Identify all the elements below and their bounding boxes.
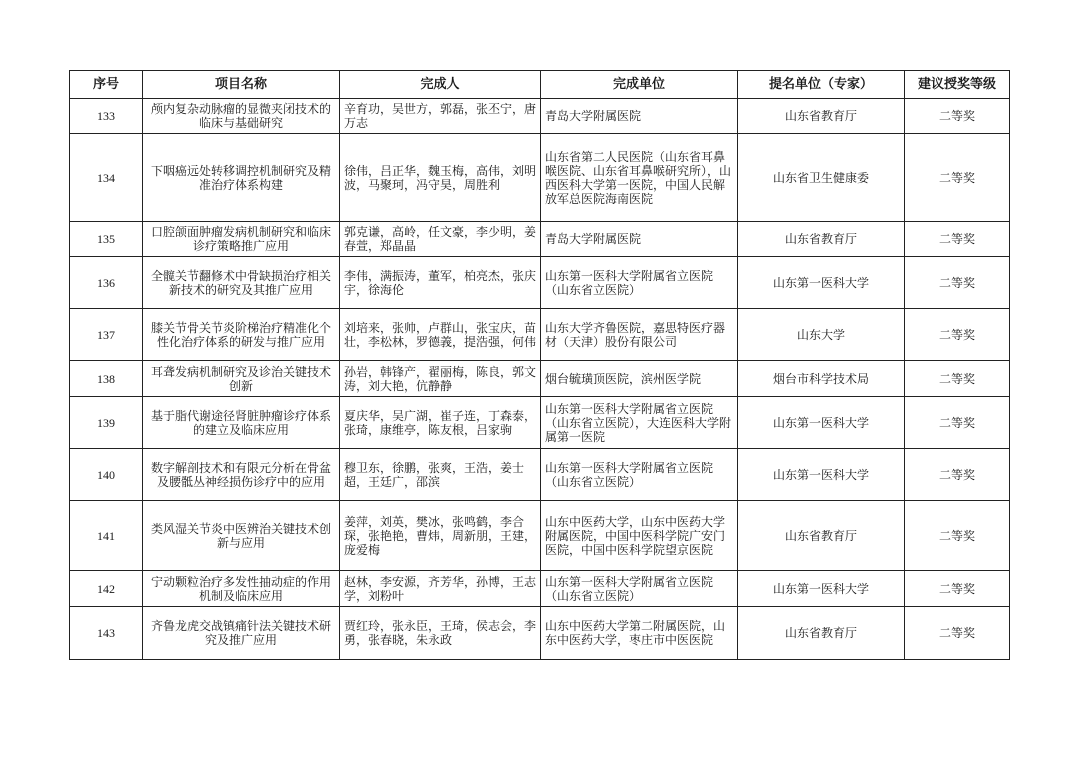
cell-nominator: 山东第一医科大学 — [738, 571, 905, 607]
cell-people: 郭克谦，高岭，任文豪，李少明，姜春萱，郑晶晶 — [340, 222, 541, 257]
cell-nominator: 山东第一医科大学 — [738, 397, 905, 449]
cell-unit: 青岛大学附属医院 — [541, 222, 738, 257]
cell-project-name: 数字解剖技术和有限元分析在骨盆及腰骶丛神经损伤诊疗中的应用 — [143, 449, 340, 501]
cell-award-level: 二等奖 — [905, 257, 1010, 309]
cell-people: 刘培来，张帅，卢群山，张宝庆，苗壮，李松林，罗德義，提浩强，何伟 — [340, 309, 541, 361]
header-no: 序号 — [70, 71, 143, 99]
cell-no: 136 — [70, 257, 143, 309]
cell-project-name: 下咽癌远处转移调控机制研究及精准治疗体系构建 — [143, 134, 340, 222]
cell-no: 140 — [70, 449, 143, 501]
table-row — [70, 222, 1010, 257]
cell-award-level: 二等奖 — [905, 607, 1010, 660]
cell-project-name: 类风湿关节炎中医辨治关键技术创新与应用 — [143, 501, 340, 571]
cell-unit: 山东省第二人民医院（山东省耳鼻喉医院、山东省耳鼻喉研究所），山西医科大学第一医院，中国人民解放军总医院海南医院 — [541, 134, 738, 222]
cell-people: 赵林，李安源，齐芳华，孙博，王志学，刘粉叶 — [340, 571, 541, 607]
cell-people: 徐伟，吕正华，魏玉梅，高伟，刘明波，马聚珂，冯守昊，周胜利 — [340, 134, 541, 222]
cell-unit: 山东第一医科大学附属省立医院（山东省立医院），大连医科大学附属第一医院 — [541, 397, 738, 449]
table-row — [70, 99, 1010, 134]
cell-award-level: 二等奖 — [905, 309, 1010, 361]
cell-no: 143 — [70, 607, 143, 660]
table-row — [70, 309, 1010, 361]
cell-award-level: 二等奖 — [905, 571, 1010, 607]
header-project-name: 项目名称 — [143, 71, 340, 99]
table-row — [70, 361, 1010, 397]
cell-nominator: 山东省教育厅 — [738, 99, 905, 134]
cell-no: 141 — [70, 501, 143, 571]
cell-nominator: 山东省教育厅 — [738, 222, 905, 257]
cell-nominator: 山东省教育厅 — [738, 607, 905, 660]
cell-unit: 山东第一医科大学附属省立医院（山东省立医院） — [541, 257, 738, 309]
cell-nominator: 山东省教育厅 — [738, 501, 905, 571]
cell-award-level: 二等奖 — [905, 222, 1010, 257]
cell-no: 134 — [70, 134, 143, 222]
cell-people: 姜萍，刘英，樊冰，张鸣鹤，李合琛，张艳艳，曹炜，周新朋，王建，庞爱梅 — [340, 501, 541, 571]
cell-project-name: 口腔颌面肿瘤发病机制研究和临床诊疗策略推广应用 — [143, 222, 340, 257]
cell-award-level: 二等奖 — [905, 134, 1010, 222]
table-row — [70, 449, 1010, 501]
cell-unit: 山东大学齐鲁医院，嘉思特医疗器材（天津）股份有限公司 — [541, 309, 738, 361]
table-row — [70, 607, 1010, 660]
cell-award-level: 二等奖 — [905, 397, 1010, 449]
cell-no: 142 — [70, 571, 143, 607]
cell-no: 137 — [70, 309, 143, 361]
cell-unit: 山东中医药大学，山东中医药大学附属医院，中国中医科学院广安门医院，中国中医科学院望京医院 — [541, 501, 738, 571]
cell-project-name: 膝关节骨关节炎阶梯治疗精准化个性化治疗体系的研发与推广应用 — [143, 309, 340, 361]
cell-people: 李伟，满振涛，董军，柏亮杰，张庆宇，徐海伦 — [340, 257, 541, 309]
cell-award-level: 二等奖 — [905, 99, 1010, 134]
cell-project-name: 基于脂代谢途径肾脏肿瘤诊疗体系的建立及临床应用 — [143, 397, 340, 449]
header-nominator: 提名单位（专家） — [738, 71, 905, 99]
cell-unit: 山东第一医科大学附属省立医院（山东省立医院） — [541, 571, 738, 607]
cell-unit: 山东第一医科大学附属省立医院（山东省立医院） — [541, 449, 738, 501]
table-row — [70, 397, 1010, 449]
cell-people: 孙岩，韩锋产，翟丽梅，陈良，郭文涛，刘大艳，伉静静 — [340, 361, 541, 397]
cell-people: 贾红玲，张永臣，王琦，侯志会，李勇，张春晓，朱永政 — [340, 607, 541, 660]
table-row — [70, 257, 1010, 309]
cell-unit: 青岛大学附属医院 — [541, 99, 738, 134]
cell-project-name: 全髋关节翻修术中骨缺损治疗相关新技术的研究及其推广应用 — [143, 257, 340, 309]
cell-nominator: 山东第一医科大学 — [738, 449, 905, 501]
cell-unit: 烟台毓璜顶医院，滨州医学院 — [541, 361, 738, 397]
award-table — [69, 70, 1010, 660]
table-row — [70, 134, 1010, 222]
cell-no: 138 — [70, 361, 143, 397]
cell-no: 135 — [70, 222, 143, 257]
cell-people: 穆卫东，徐鹏，张爽，王浩，姜士超，王廷广，邵滨 — [340, 449, 541, 501]
cell-no: 139 — [70, 397, 143, 449]
cell-project-name: 耳聋发病机制研究及诊治关键技术创新 — [143, 361, 340, 397]
cell-project-name: 齐鲁龙虎交战镇痛针法关键技术研究及推广应用 — [143, 607, 340, 660]
cell-project-name: 颅内复杂动脉瘤的显微夹闭技术的临床与基础研究 — [143, 99, 340, 134]
table-row — [70, 501, 1010, 571]
cell-nominator: 烟台市科学技术局 — [738, 361, 905, 397]
header-unit: 完成单位 — [541, 71, 738, 99]
header-row — [70, 71, 1010, 99]
cell-people: 夏庆华，吴广湖，崔子连，丁森泰，张琦，康维亭，陈友根，吕家驹 — [340, 397, 541, 449]
cell-award-level: 二等奖 — [905, 501, 1010, 571]
cell-nominator: 山东大学 — [738, 309, 905, 361]
cell-award-level: 二等奖 — [905, 449, 1010, 501]
cell-no: 133 — [70, 99, 143, 134]
cell-people: 辛育功，吴世方，郭磊，张丕宁，唐万志 — [340, 99, 541, 134]
table-row — [70, 571, 1010, 607]
header-award-level: 建议授奖等级 — [905, 71, 1010, 99]
cell-nominator: 山东第一医科大学 — [738, 257, 905, 309]
cell-unit: 山东中医药大学第二附属医院，山东中医药大学，枣庄市中医医院 — [541, 607, 738, 660]
cell-award-level: 二等奖 — [905, 361, 1010, 397]
header-people: 完成人 — [340, 71, 541, 99]
cell-nominator: 山东省卫生健康委 — [738, 134, 905, 222]
cell-project-name: 宁动颗粒治疗多发性抽动症的作用机制及临床应用 — [143, 571, 340, 607]
